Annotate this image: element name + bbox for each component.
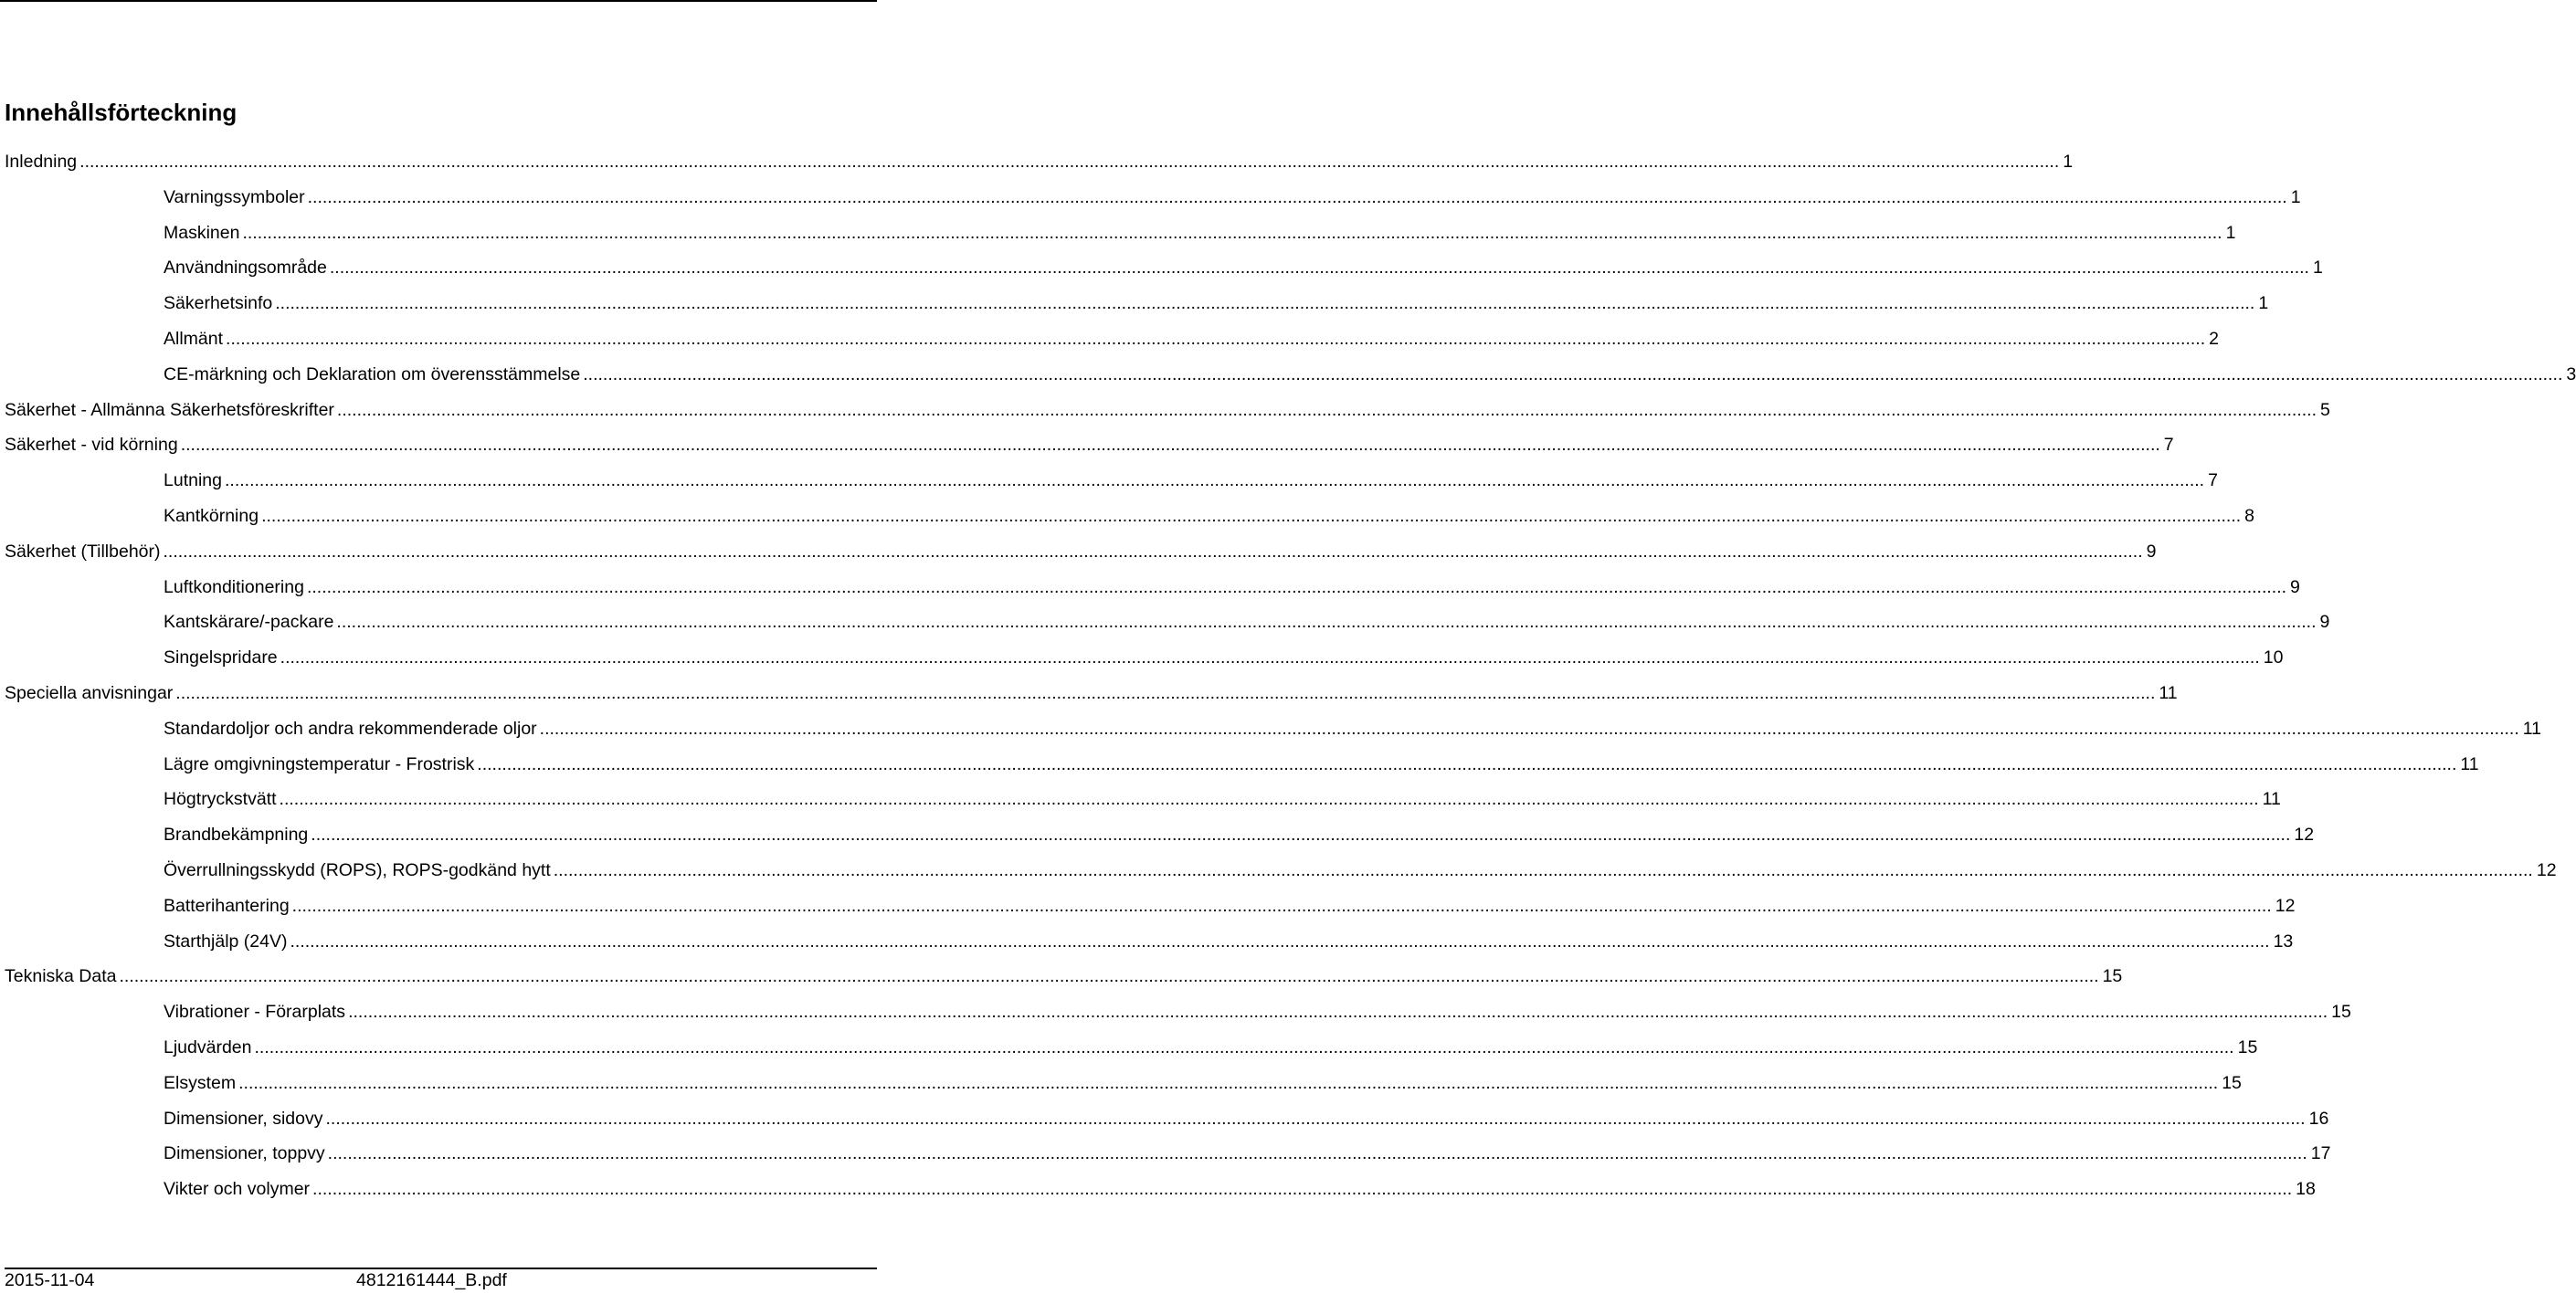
dot-leader: ................................................................................................................................................................................................................................................................................................................................................................................................................ [224,470,2205,491]
toc-entry-page-number: 5 [2320,399,2330,420]
toc-entry-page-number: 9 [2319,612,2330,633]
dot-leader: ................................................................................................................................................................................................................................................................................................................................................................................................................ [348,1002,2328,1023]
dot-leader: ................................................................................................................................................................................................................................................................................................................................................................................................................ [325,1108,2306,1129]
dot-leader: ................................................................................................................................................................................................................................................................................................................................................................................................................ [336,612,2317,633]
dot-leader: ................................................................................................................................................................................................................................................................................................................................................................................................................ [311,825,2291,846]
toc-entry-label: Lutning [164,470,222,491]
toc-entry-label: Varningssymboler [164,186,305,207]
toc-entry-label: Säkerhet - vid körning [5,435,178,456]
dot-leader: ................................................................................................................................................................................................................................................................................................................................................................................................................ [329,258,2309,279]
toc-entry-label: Lägre omgivningstemperatur - Frostrisk [164,753,475,774]
toc-entry-label: Brandbekämpning [164,825,309,846]
toc-entry-label: Dimensioner, sidovy [164,1108,323,1129]
toc-entry-page-number: 15 [2222,1072,2242,1093]
toc-entry-page-number: 7 [2208,470,2218,491]
toc-entry[interactable] [5,539,2157,563]
toc-entry[interactable] [164,1106,2329,1130]
toc-entry-label: Tekniska Data [5,966,117,987]
toc-entry-label: Speciella anvisningar [5,683,174,703]
dot-leader: ................................................................................................................................................................................................................................................................................................................................................................................................................ [279,789,2259,810]
toc-entry-label: Kantskärare/-packare [164,612,334,633]
toc-entry[interactable] [164,574,2300,598]
toc-entry-label: Säkerhet (Tillbehör) [5,541,161,562]
toc-entry-page-number: 7 [2163,435,2174,456]
toc-entry-page-number: 9 [2290,576,2300,597]
dot-leader: ................................................................................................................................................................................................................................................................................................................................................................................................................ [307,186,2287,207]
toc-entry[interactable] [164,503,2255,527]
toc-entry-page-number: 1 [2290,186,2301,207]
toc-entry[interactable] [164,645,2284,668]
toc-entry[interactable] [164,786,2281,810]
toc-entry-page-number: 1 [2312,258,2323,279]
toc-entry[interactable] [5,963,2123,987]
toc-entry-page-number: 12 [2536,860,2557,880]
toc-entry-label: Allmänt [164,329,224,349]
toc-entry-page-number: 8 [2244,506,2255,526]
dot-leader: ................................................................................................................................................................................................................................................................................................................................................................................................................ [306,576,2287,597]
toc-entry[interactable] [164,326,2219,350]
toc-entry[interactable] [164,184,2301,208]
toc-entry-label: Vikter och volymer [164,1179,311,1200]
toc-entry-page-number: 11 [2460,753,2479,774]
toc-entry[interactable] [164,255,2323,279]
footer-date: 2015-11-04 [5,1270,95,1290]
dot-leader: ................................................................................................................................................................................................................................................................................................................................................................................................................ [163,541,2143,562]
toc-entry-page-number: 11 [2159,683,2178,703]
toc-entry[interactable] [5,149,2074,173]
toc-entry-page-number: 13 [2273,931,2294,952]
toc-entry[interactable] [164,893,2296,917]
toc-entry-label: Maskinen [164,222,240,243]
toc-entry-page-number: 15 [2102,966,2123,987]
toc-entry-page-number: 1 [2258,293,2269,314]
toc-entry-label: Användningsområde [164,258,327,279]
toc-entry[interactable] [164,929,2294,952]
toc-entry-page-number: 11 [2522,718,2541,739]
dot-leader: ................................................................................................................................................................................................................................................................................................................................................................................................................ [327,1143,2307,1164]
page-title: Innehållsförteckning [5,99,238,126]
toc-entry-page-number: 15 [2331,1002,2351,1023]
dot-leader: ................................................................................................................................................................................................................................................................................................................................................................................................................ [79,152,2060,172]
toc-entry-page-number: 18 [2296,1179,2316,1200]
dot-leader: ................................................................................................................................................................................................................................................................................................................................................................................................................ [238,1072,2219,1093]
toc-entry-page-number: 12 [2275,895,2296,916]
dot-leader: ................................................................................................................................................................................................................................................................................................................................................................................................................ [175,683,2156,703]
toc-entry-label: Överrullningsskydd (ROPS), ROPS-godkänd hytt [164,860,551,880]
toc-entry-label: Säkerhetsinfo [164,293,273,314]
toc-entry[interactable] [164,609,2330,633]
toc-entry[interactable] [164,752,2479,775]
toc-entry-page-number: 9 [2146,541,2157,562]
dot-leader: ................................................................................................................................................................................................................................................................................................................................................................................................................ [553,860,2533,880]
toc-entry-label: Vibrationer - Förarplats [164,1002,346,1023]
toc-entry[interactable] [5,680,2178,704]
dot-leader: ................................................................................................................................................................................................................................................................................................................................................................................................................ [119,966,2099,987]
toc-entry-page-number: 15 [2237,1037,2258,1057]
dot-leader: ................................................................................................................................................................................................................................................................................................................................................................................................................ [291,895,2272,916]
dot-leader: ................................................................................................................................................................................................................................................................................................................................................................................................................ [261,506,2242,526]
toc-entry[interactable] [164,822,2315,846]
toc-entry-page-number: 3 [2566,363,2576,384]
toc-entry-label: Dimensioner, toppvy [164,1143,325,1164]
toc-entry-page-number: 10 [2263,647,2284,668]
dot-leader: ................................................................................................................................................................................................................................................................................................................................................................................................................ [275,293,2255,314]
toc-entry[interactable] [5,397,2330,421]
dot-leader: ................................................................................................................................................................................................................................................................................................................................................................................................................ [336,399,2317,420]
toc-entry[interactable] [164,290,2269,314]
toc-entry[interactable] [5,432,2174,456]
dot-leader: ................................................................................................................................................................................................................................................................................................................................................................................................................ [312,1179,2293,1200]
toc-entry-page-number: 11 [2262,789,2281,810]
toc-entry-label: Standardoljor och andra rekommenderade oljor [164,718,537,739]
dot-leader: ................................................................................................................................................................................................................................................................................................................................................................................................................ [477,753,2457,774]
dot-leader: ................................................................................................................................................................................................................................................................................................................................................................................................................ [180,435,2160,456]
toc-entry-page-number: 16 [2308,1108,2329,1129]
toc-entry[interactable] [164,1070,2242,1094]
toc-entry[interactable] [164,716,2541,740]
dot-leader: ................................................................................................................................................................................................................................................................................................................................................................................................................ [242,222,2222,243]
toc-entry[interactable] [164,857,2557,881]
toc-entry-page-number: 2 [2209,329,2219,349]
toc-entry-label: Batterihantering [164,895,290,916]
dot-leader: ................................................................................................................................................................................................................................................................................................................................................................................................................ [280,647,2260,668]
toc-entry[interactable] [164,1035,2258,1058]
toc-entry-label: Singelspridare [164,647,278,668]
toc-entry[interactable] [164,1176,2316,1200]
toc-entry-label: Luftkonditionering [164,576,304,597]
toc-entry-page-number: 1 [2225,222,2236,243]
footer-filename: 4812161444_B.pdf [356,1270,507,1290]
toc-entry[interactable] [164,362,2576,385]
toc-entry-label: Ljudvärden [164,1037,252,1057]
dot-leader: ................................................................................................................................................................................................................................................................................................................................................................................................................ [254,1037,2234,1057]
dot-leader: ................................................................................................................................................................................................................................................................................................................................................................................................................ [539,718,2519,739]
toc-entry-label: Högtryckstvätt [164,789,277,810]
toc-entry-label: Elsystem [164,1072,237,1093]
dot-leader: ................................................................................................................................................................................................................................................................................................................................................................................................................ [226,329,2206,349]
toc-entry-page-number: 12 [2294,825,2315,846]
dot-leader: ................................................................................................................................................................................................................................................................................................................................................................................................................ [290,931,2270,952]
toc-entry[interactable] [164,220,2236,244]
toc-entry-page-number: 17 [2310,1143,2331,1164]
toc-entry-label: CE-märkning och Deklaration om överensstämmelse [164,363,581,384]
toc-entry[interactable] [164,468,2218,491]
toc-entry-label: Starthjälp (24V) [164,931,288,952]
dot-leader: ................................................................................................................................................................................................................................................................................................................................................................................................................ [583,363,2563,384]
toc-entry-page-number: 1 [2063,152,2074,172]
toc-entry-label: Säkerhet - Allmänna Säkerhetsföreskrifter [5,399,334,420]
toc-entry[interactable] [164,999,2351,1023]
toc-entry-label: Kantkörning [164,506,259,526]
toc-entry-label: Inledning [5,152,78,172]
toc-entry[interactable] [164,1141,2331,1164]
